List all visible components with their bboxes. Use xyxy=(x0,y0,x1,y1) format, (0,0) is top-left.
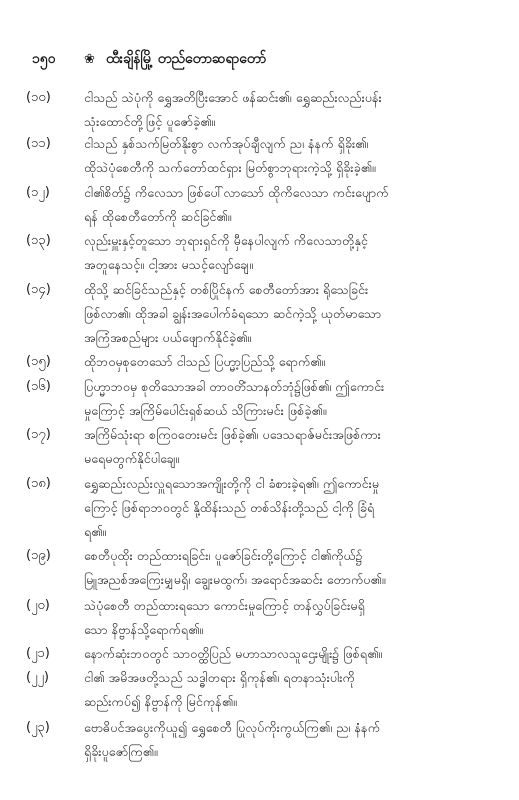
verse xyxy=(26,716,500,764)
verse-text xyxy=(84,666,500,714)
verse xyxy=(26,472,500,544)
verse-line: ငါသည် နှစ်သက်မြတ်နိုးစွာ လက်အုပ်ချီလျက် ည၊ နံနက် ရှိခိုး၏၊ xyxy=(84,136,369,151)
verse-line: အတူနေသင့်။ ငါ့အား မသင့်လျော်ချေ။ xyxy=(84,257,254,272)
verse-number: (၂၃) xyxy=(26,720,50,735)
verse-line: ရ၏။ xyxy=(84,524,107,539)
verse-line: ပြဟ္မာဘဝမှ စုတိသောအခါ တာဝတိံသာနတ်ဘုံ၌ဖြစ်၏၊ ဤကောင်း xyxy=(84,379,385,394)
verse-line: ထိုသို့ ဆင်ခြင်သည်နှင့် တစ်ပြိုင်နက် စေတီတော်အား ရိုသေခြင်း xyxy=(84,282,369,297)
verse-line: မှုကြောင့် အကြိမ်ပေါင်းရှစ်ဆယ် သိကြားမင်း ဖြစ်ခဲ့၏။ xyxy=(84,403,327,418)
verse xyxy=(26,423,500,471)
verse xyxy=(26,642,500,666)
verse-text xyxy=(84,544,500,592)
verse-line: အကြံအစည်များ ပယ်ဖျောက်နိုင်ခဲ့၏။ xyxy=(84,330,252,345)
page-number: ၁၅၀ xyxy=(32,50,56,67)
verse xyxy=(26,278,500,350)
verse-number: (၁၄) xyxy=(26,282,51,297)
verse-text xyxy=(84,642,500,666)
verse-number: (၁၈) xyxy=(26,476,51,491)
verse-line: ငါ၏ အမိအဖတို့သည် သဒ္ဓါတရား ရှိကုန်၏၊ ရတနာသုံးပါးကို xyxy=(84,670,355,685)
verse-line: ဗောဓိပင်အပွေးကိုယူ၍ ရွှေစေတီ ပြုလုပ်ကိုးကွယ်ကြ၏၊ ည၊ နံနက် xyxy=(84,720,381,735)
verse-line: ဆည်းကပ်၍ နိဗ္ဗာန်ကို မြင်ကုန်၏။ xyxy=(84,694,237,709)
verse-line: ရန် ထိုစေတီတော်ကို ဆင်ခြင်၏။ xyxy=(84,209,232,224)
verse-number: (၁၇) xyxy=(26,427,51,442)
verse-number: (၁၃) xyxy=(26,233,51,248)
verse-line: ကြောင့် ဖြစ်ရာဘဝတွင် နို့ထိန်းသည် တစ်သိန်းတို့သည် ငါ့ကို ခြံရံ xyxy=(84,500,375,515)
flower-ornament-icon: ❀ xyxy=(84,51,95,67)
verse-text xyxy=(84,716,500,764)
verse-line: မြူအညစ်အကြေးမျှမရှိ၊ ချွေးမထွက်၊ အရောင်အဆင်း တောက်ပ၏။ xyxy=(84,572,386,587)
verse-line: သော နိဗ္ဗာန်သို့ရောက်ရ၏။ xyxy=(84,622,204,637)
verse-number: (၁၁) xyxy=(26,136,51,151)
verse-line: ရှိခိုးပူဇော်ကြ၏။ xyxy=(84,744,158,759)
verse xyxy=(26,594,500,642)
verse-number: (၁၂) xyxy=(26,185,50,200)
verse xyxy=(26,181,500,229)
verse-number: (၂၀) xyxy=(26,598,50,613)
verse-number: (၁၀) xyxy=(26,90,51,105)
verse-line: သဲပုံစေတီ တည်ထားရသော ကောင်းမှုကြောင့် တန်လွှပ်ခြင်းမရှိ xyxy=(84,598,365,613)
verse-text xyxy=(84,423,500,471)
verse-line: အကြိမ်သုံးရာ စကြဝတေးမင်း ဖြစ်ခဲ့၏၊ ပဒေသရာဇ်မင်းအဖြစ်ကား xyxy=(84,427,381,442)
verse-line: လုည်းမှူးနှင့်တူသော ဘုရားရှင်ကို မှီနေပါလျက် ကိလေသာတို့နှင့် xyxy=(84,233,368,248)
verse-line: ဖြစ်လာ၏၊ ထိုအခါ ချွန်းအပေါက်ခံရသော ဆင်ကဲ့သို့ ယုတ်မာသော xyxy=(84,306,382,321)
verse-line: ငါသည် သဲပုံကို ရွှေအတိပြီးအောင် ဖန်ဆင်း၏၊ ရွှေဆည်းလည်းပန်း xyxy=(84,90,382,105)
verse xyxy=(26,375,500,423)
verse xyxy=(26,350,500,374)
verse-number: (၂၂) xyxy=(26,670,49,685)
verse-text xyxy=(84,86,500,134)
verse-number: (၂၁) xyxy=(26,646,50,661)
verse-text xyxy=(84,181,500,229)
verse-number: (၁၆) xyxy=(26,379,51,394)
verse-text xyxy=(84,132,500,180)
verse-line: စေတီပုထိုး တည်ထားရခြင်း၊ ပူဇော်ခြင်းတို့ကြောင့် ငါ၏ကိုယ်၌ xyxy=(84,548,363,563)
verse-line: ငါ၏စိတ်၌ ကိလေသာ ဖြစ်ပေါ်လာသော် ထိုကိလေသာ ကင်းပျောက် xyxy=(84,185,389,200)
verse-text xyxy=(84,594,500,642)
verse-line: ထိုဘဝမှစုတေသော် ငါသည် ပြဟ္မာ့ပြည်သို့ ရောက်၏။ xyxy=(84,354,326,369)
verse xyxy=(26,666,500,714)
verse-line: မရေမတွက်နိုင်ပါချေ။ xyxy=(84,451,180,466)
verse xyxy=(26,229,500,277)
running-header xyxy=(32,46,502,72)
verse-line: သုံးထောင်တို့ဖြင့် ပူဇော်ခဲ့၏။ xyxy=(84,114,216,129)
verse-line: နောက်ဆုံးဘဝတွင် သာဝတ္ထိပြည် မဟာသာလသူဌေးမျိုး၌ ဖြစ်ရ၏။ xyxy=(84,646,383,661)
verse xyxy=(26,132,500,180)
running-title: ထီးချိန်မြို့ တည်တောဆရာတော် xyxy=(106,50,267,67)
verse-text xyxy=(84,375,500,423)
verse-text xyxy=(84,229,500,277)
verse-number: (၁၅) xyxy=(26,354,51,369)
verse-number: (၁၉) xyxy=(26,548,51,563)
verse-text xyxy=(84,472,500,544)
verse-line: ရွှေဆည်းလည်းလှူရသောအကျိုးတို့ကို ငါ ခံစားခဲ့ရ၏၊ ဤကောင်းမှု xyxy=(84,476,380,491)
verse xyxy=(26,86,500,134)
verse-text xyxy=(84,278,500,350)
verse-text xyxy=(84,350,500,374)
verse xyxy=(26,544,500,592)
verse-line: ထိုသဲပုံစေတီကို သက်တော်ထင်ရှား မြတ်စွာဘုရားကဲ့သို့ ရှိခိုးခဲ့၏။ xyxy=(84,160,376,175)
